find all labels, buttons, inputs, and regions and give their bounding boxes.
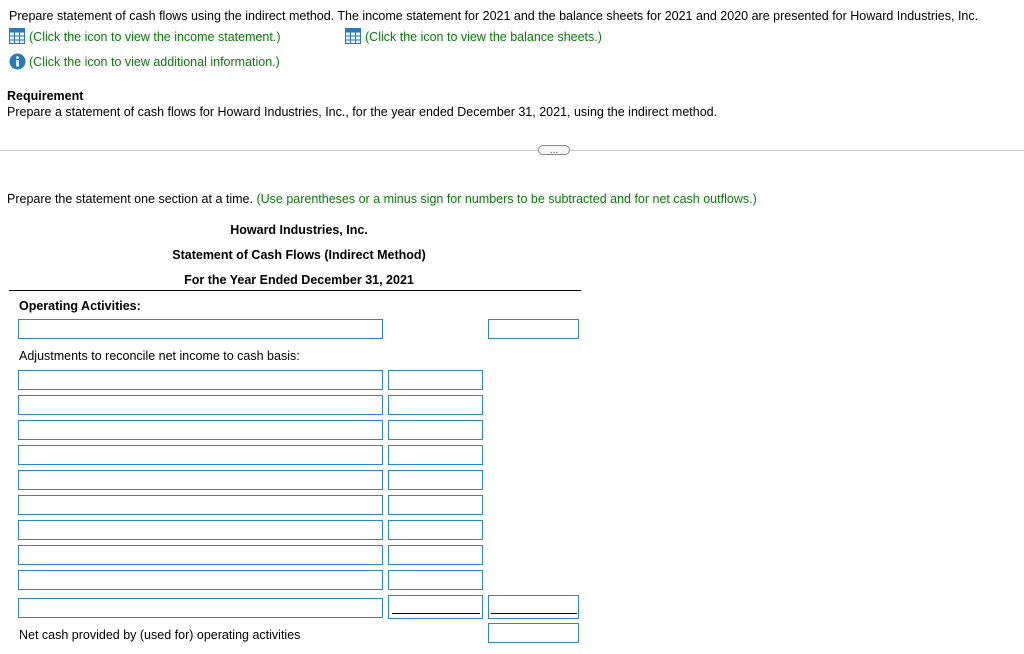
adjustment-amount-input[interactable] — [388, 445, 483, 465]
balance-sheets-link[interactable] — [345, 28, 602, 44]
company-name: Howard Industries, Inc. — [230, 223, 368, 237]
additional-info-link-label[interactable]: (Click the icon to view additional information.) — [29, 55, 280, 69]
instructions-prefix: Prepare the statement one section at a time. — [7, 192, 253, 206]
info-icon[interactable] — [9, 53, 25, 69]
table-icon[interactable] — [345, 28, 361, 44]
instructions-hint: (Use parentheses or a minus sign for numbers to be subtracted and for net cash outflows.) — [256, 192, 757, 206]
adjustment-amount-input[interactable] — [388, 395, 483, 415]
income-statement-link[interactable] — [9, 28, 281, 44]
net-cash-label: Net cash provided by (used for) operating activities — [19, 628, 301, 642]
requirement-text: Prepare a statement of cash flows for Howard Industries, Inc., for the year ended December 31, 2021, using the indirect method. — [7, 105, 718, 119]
adjustment-description-input[interactable] — [18, 570, 383, 590]
adjustment-amount-input[interactable] — [388, 545, 483, 565]
requirement-heading: Requirement — [7, 89, 84, 103]
adjustment-description-input[interactable] — [18, 395, 383, 415]
adjustment-description-input[interactable] — [18, 598, 383, 618]
adjustment-description-input[interactable] — [18, 520, 383, 540]
adjustment-amount-input[interactable] — [388, 470, 483, 490]
adjustment-amount-input[interactable] — [388, 595, 483, 619]
net-income-description-input[interactable] — [18, 319, 383, 339]
adjustment-description-input[interactable] — [18, 495, 383, 515]
instructions — [7, 192, 757, 206]
adjustment-description-input[interactable] — [18, 420, 383, 440]
adjustment-description-input[interactable] — [18, 370, 383, 390]
net-cash-amount-input[interactable] — [488, 623, 579, 643]
section-divider — [0, 150, 1024, 151]
statement-period: For the Year Ended December 31, 2021 — [184, 273, 414, 287]
adjustment-amount-input[interactable] — [388, 370, 483, 390]
statement-title: Statement of Cash Flows (Indirect Method) — [172, 248, 426, 262]
table-icon[interactable] — [9, 28, 25, 44]
adjustment-amount-input[interactable] — [388, 495, 483, 515]
net-income-amount-input[interactable] — [488, 319, 579, 339]
adjustment-amount-input[interactable] — [388, 420, 483, 440]
adjustment-amount-input[interactable] — [388, 570, 483, 590]
intro-text: Prepare statement of cash flows using the indirect method. The income statement for 2021 and the balance sheets for 2021 and 2020 are presented for Howard Industries, Inc. — [9, 9, 979, 23]
total-underline — [491, 613, 577, 614]
adjustment-amount-input[interactable] — [388, 520, 483, 540]
additional-info-link[interactable] — [9, 53, 280, 69]
operating-heading: Operating Activities: — [19, 299, 141, 313]
adjustments-label: Adjustments to reconcile net income to cash basis: — [19, 349, 300, 363]
adjustment-description-input[interactable] — [18, 470, 383, 490]
adjustment-description-input[interactable] — [18, 545, 383, 565]
header-rule — [9, 290, 581, 291]
total-adjustments-input[interactable] — [488, 595, 579, 619]
expand-button[interactable]: … — [538, 145, 570, 155]
subtotal-underline — [392, 613, 480, 614]
income-statement-link-label[interactable]: (Click the icon to view the income statement.) — [29, 30, 281, 44]
adjustment-description-input[interactable] — [18, 445, 383, 465]
balance-sheets-link-label[interactable]: (Click the icon to view the balance sheets.) — [365, 30, 602, 44]
